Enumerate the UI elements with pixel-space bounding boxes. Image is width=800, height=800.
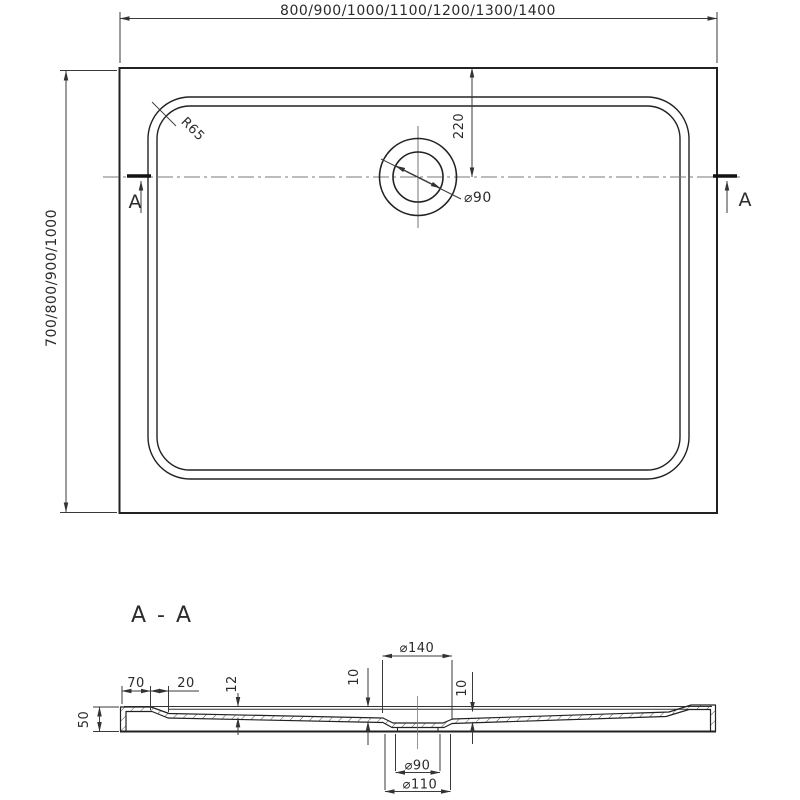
tray-height-label: 50 bbox=[77, 710, 92, 729]
leader-arrow bbox=[396, 166, 418, 177]
corner-radius-label: R65 bbox=[177, 114, 208, 145]
drain-hole-label: ⌀90 bbox=[404, 758, 431, 774]
section-marker-right-label: A bbox=[738, 189, 752, 211]
recess-depth-left-label: 10 bbox=[347, 668, 362, 686]
tray-height-dimension bbox=[93, 707, 119, 732]
drain-diameter-label: ⌀90 bbox=[464, 190, 492, 206]
width-dimension bbox=[120, 12, 717, 63]
drain-offset-label: 220 bbox=[452, 112, 467, 140]
slope-width-label: 20 bbox=[177, 676, 195, 691]
section-title: A - A bbox=[130, 603, 194, 628]
height-dimension-label: 700/800/900/1000 bbox=[44, 209, 60, 347]
recess-diameter-label: ⌀140 bbox=[399, 641, 435, 656]
floor-thickness-label: 12 bbox=[225, 675, 240, 693]
top-view bbox=[44, 3, 752, 513]
height-dimension bbox=[60, 71, 117, 513]
basin-outer-rounded-rect bbox=[148, 97, 689, 479]
section-marker-left-label: A bbox=[128, 191, 142, 213]
section-view bbox=[77, 603, 716, 793]
basin-inner-rounded-rect bbox=[157, 106, 680, 470]
section-cut-markers bbox=[127, 176, 737, 213]
rim-width-label: 70 bbox=[127, 676, 145, 691]
width-dimension-label: 800/900/1000/1100/1200/1300/1400 bbox=[280, 3, 556, 19]
recess-depth-right-label: 10 bbox=[455, 679, 470, 697]
leader-arrow bbox=[418, 177, 440, 188]
flange-label: ⌀110 bbox=[402, 777, 438, 793]
